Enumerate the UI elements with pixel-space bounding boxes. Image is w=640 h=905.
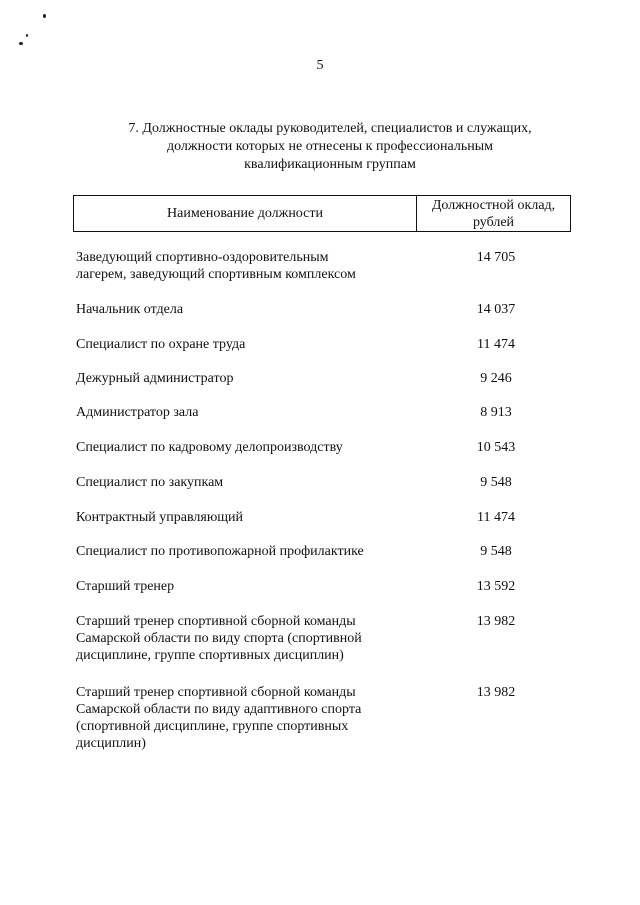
position-name	[76, 336, 416, 353]
position-name-line: Дежурный администратор	[76, 371, 234, 386]
position-name	[76, 509, 416, 526]
position-name	[76, 578, 416, 595]
position-name-line: Специалист по противопожарной профилактике	[76, 544, 364, 559]
salary-value: 10 543	[476, 440, 516, 455]
position-name	[76, 474, 416, 491]
salary-value: 9 548	[480, 475, 512, 490]
salary-value: 14 705	[476, 250, 516, 265]
title-line: квалификационным группам	[244, 157, 416, 172]
position-name	[76, 404, 416, 421]
salary-value: 14 037	[476, 302, 516, 317]
table-header	[73, 195, 571, 232]
position-name-line: Специалист по закупкам	[76, 475, 224, 490]
position-name	[76, 249, 416, 283]
position-name-line: Самарской области по виду спорта (спортивной	[76, 631, 362, 646]
scan-speck	[26, 34, 28, 37]
position-name	[76, 613, 416, 664]
salary-value: 13 982	[476, 614, 516, 629]
position-name	[76, 439, 416, 456]
position-name	[76, 684, 416, 752]
position-name-line: Самарской области по виду адаптивного спорта	[76, 702, 362, 717]
salary-value: 13 592	[476, 579, 516, 594]
position-name-line: Старший тренер	[76, 579, 175, 594]
position-name-line: дисциплине, группе спортивных дисциплин)	[76, 648, 344, 663]
position-name	[76, 370, 416, 387]
title-line: должности которых не отнесены к профессиональным	[166, 139, 493, 154]
scan-speck	[43, 14, 46, 18]
salary-value: 11 474	[477, 337, 515, 352]
position-name-line: (спортивной дисциплине, группе спортивных	[76, 719, 349, 734]
position-name-line: Заведующий спортивно-оздоровительным	[76, 250, 329, 265]
section-title	[60, 120, 600, 174]
column-header-salary-line: Должностной оклад,	[431, 197, 556, 213]
position-name-line: Старший тренер спортивной сборной команды	[76, 685, 356, 700]
column-header-salary-line: рублей	[472, 214, 515, 230]
position-name-line: Начальник отдела	[76, 302, 184, 317]
salary-value: 8 913	[480, 405, 512, 420]
position-name	[76, 301, 416, 318]
salary-value: 9 246	[480, 371, 512, 386]
salary-value: 11 474	[477, 510, 515, 525]
position-name-line: дисциплин)	[76, 736, 146, 751]
salary-value: 13 982	[476, 685, 516, 700]
position-name-line: лагерем, заведующий спортивным комплексом	[76, 267, 356, 282]
position-name-line: Специалист по охране труда	[76, 337, 246, 352]
column-header-position: Наименование должности	[74, 196, 417, 231]
position-name-line: Контрактный управляющий	[76, 510, 244, 525]
position-name-line: Специалист по кадровому делопроизводству	[76, 440, 343, 455]
page-number: 5	[316, 58, 324, 73]
salary-value: 9 548	[480, 544, 512, 559]
title-line: 7. Должностные оклады руководителей, специалистов и служащих,	[128, 121, 532, 136]
position-name	[76, 543, 416, 560]
position-name-line: Администратор зала	[76, 405, 199, 420]
column-header-salary	[417, 196, 570, 231]
scan-speck	[19, 42, 23, 45]
position-name-line: Старший тренер спортивной сборной команды	[76, 614, 356, 629]
